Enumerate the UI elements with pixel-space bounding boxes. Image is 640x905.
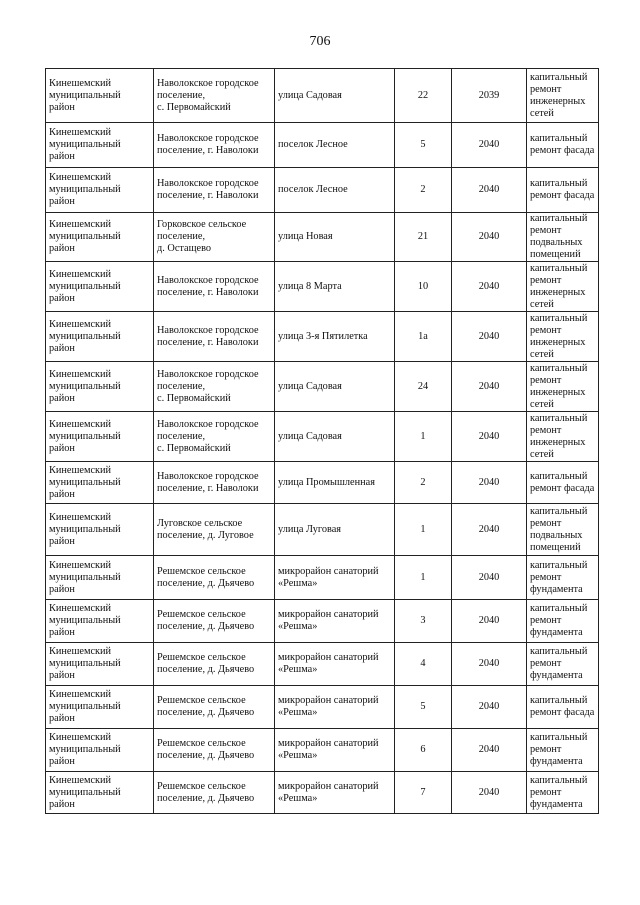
district-cell: Кинешемский муниципальный район bbox=[46, 262, 154, 312]
district-cell: Кинешемский муниципальный район bbox=[46, 772, 154, 814]
settlement-cell: Решемское сельское поселение, д. Дьячево bbox=[154, 556, 275, 600]
repair-type-cell: капитальный ремонт инженерных сетей bbox=[527, 412, 599, 462]
table-row bbox=[46, 600, 599, 643]
repair-type-cell: капитальный ремонт инженерных сетей bbox=[527, 262, 599, 312]
table-row bbox=[46, 213, 599, 262]
district-cell: Кинешемский муниципальный район bbox=[46, 600, 154, 643]
table-row bbox=[46, 729, 599, 772]
repair-type-cell: капитальный ремонт инженерных сетей bbox=[527, 69, 599, 123]
house-number-cell: 5 bbox=[395, 686, 452, 729]
district-cell: Кинешемский муниципальный район bbox=[46, 69, 154, 123]
house-number-cell: 1 bbox=[395, 412, 452, 462]
repair-year-cell: 2040 bbox=[452, 168, 527, 213]
repair-schedule-table bbox=[45, 68, 599, 814]
repair-year-cell: 2040 bbox=[452, 772, 527, 814]
table-row bbox=[46, 686, 599, 729]
settlement-cell: Наволокское городское поселение, г. Наволоки bbox=[154, 462, 275, 504]
repair-type-cell: капитальный ремонт фундамента bbox=[527, 556, 599, 600]
district-cell: Кинешемский муниципальный район bbox=[46, 362, 154, 412]
repair-type-cell: капитальный ремонт фундамента bbox=[527, 772, 599, 814]
repair-year-cell: 2040 bbox=[452, 462, 527, 504]
house-number-cell: 3 bbox=[395, 600, 452, 643]
repair-year-cell: 2040 bbox=[452, 600, 527, 643]
table-row bbox=[46, 462, 599, 504]
settlement-cell: Решемское сельское поселение, д. Дьячево bbox=[154, 643, 275, 686]
district-cell: Кинешемский муниципальный район bbox=[46, 729, 154, 772]
street-cell: улица Садовая bbox=[275, 362, 395, 412]
district-cell: Кинешемский муниципальный район bbox=[46, 312, 154, 362]
house-number-cell: 24 bbox=[395, 362, 452, 412]
district-cell: Кинешемский муниципальный район bbox=[46, 462, 154, 504]
street-cell: улица Садовая bbox=[275, 69, 395, 123]
street-cell: улица 8 Марта bbox=[275, 262, 395, 312]
repair-type-cell: капитальный ремонт фундамента bbox=[527, 600, 599, 643]
settlement-cell: Наволокское городское поселение, с. Первомайский bbox=[154, 362, 275, 412]
table-row bbox=[46, 362, 599, 412]
repair-year-cell: 2040 bbox=[452, 556, 527, 600]
settlement-cell: Решемское сельское поселение, д. Дьячево bbox=[154, 729, 275, 772]
street-cell: микрорайон санаторий «Решма» bbox=[275, 686, 395, 729]
settlement-cell: Наволокское городское поселение, с. Первомайский bbox=[154, 69, 275, 123]
repair-year-cell: 2040 bbox=[452, 729, 527, 772]
district-cell: Кинешемский муниципальный район bbox=[46, 686, 154, 729]
settlement-cell: Наволокское городское поселение, г. Наволоки bbox=[154, 262, 275, 312]
table-row bbox=[46, 412, 599, 462]
house-number-cell: 7 bbox=[395, 772, 452, 814]
district-cell: Кинешемский муниципальный район bbox=[46, 643, 154, 686]
district-cell: Кинешемский муниципальный район bbox=[46, 123, 154, 168]
house-number-cell: 5 bbox=[395, 123, 452, 168]
house-number-cell: 4 bbox=[395, 643, 452, 686]
repair-type-cell: капитальный ремонт фасада bbox=[527, 123, 599, 168]
settlement-cell: Луговское сельское поселение, д. Луговое bbox=[154, 504, 275, 556]
repair-type-cell: капитальный ремонт инженерных сетей bbox=[527, 312, 599, 362]
settlement-cell: Наволокское городское поселение, г. Наволоки bbox=[154, 168, 275, 213]
repair-type-cell: капитальный ремонт фундамента bbox=[527, 643, 599, 686]
house-number-cell: 1 bbox=[395, 556, 452, 600]
district-cell: Кинешемский муниципальный район bbox=[46, 556, 154, 600]
page-number: 706 bbox=[309, 34, 331, 49]
house-number-cell: 2 bbox=[395, 168, 452, 213]
repair-year-cell: 2040 bbox=[452, 686, 527, 729]
repair-year-cell: 2040 bbox=[452, 312, 527, 362]
repair-type-cell: капитальный ремонт фундамента bbox=[527, 729, 599, 772]
house-number-cell: 10 bbox=[395, 262, 452, 312]
street-cell: микрорайон санаторий «Решма» bbox=[275, 729, 395, 772]
table-row bbox=[46, 312, 599, 362]
street-cell: микрорайон санаторий «Решма» bbox=[275, 600, 395, 643]
table-row bbox=[46, 772, 599, 814]
street-cell: улица Промышленная bbox=[275, 462, 395, 504]
street-cell: поселок Лесное bbox=[275, 168, 395, 213]
settlement-cell: Решемское сельское поселение, д. Дьячево bbox=[154, 686, 275, 729]
repair-type-cell: капитальный ремонт подвальных помещений bbox=[527, 213, 599, 262]
street-cell: улица Садовая bbox=[275, 412, 395, 462]
table-row bbox=[46, 556, 599, 600]
repair-year-cell: 2040 bbox=[452, 504, 527, 556]
street-cell: микрорайон санаторий «Решма» bbox=[275, 556, 395, 600]
settlement-cell: Наволокское городское поселение, с. Первомайский bbox=[154, 412, 275, 462]
repair-year-cell: 2040 bbox=[452, 262, 527, 312]
repair-type-cell: капитальный ремонт инженерных сетей bbox=[527, 362, 599, 412]
repair-year-cell: 2039 bbox=[452, 69, 527, 123]
house-number-cell: 22 bbox=[395, 69, 452, 123]
district-cell: Кинешемский муниципальный район bbox=[46, 504, 154, 556]
settlement-cell: Наволокское городское поселение, г. Наволоки bbox=[154, 123, 275, 168]
repair-year-cell: 2040 bbox=[452, 412, 527, 462]
settlement-cell: Горковское сельское поселение, д. Остащево bbox=[154, 213, 275, 262]
repair-year-cell: 2040 bbox=[452, 643, 527, 686]
settlement-cell: Решемское сельское поселение, д. Дьячево bbox=[154, 772, 275, 814]
street-cell: улица Новая bbox=[275, 213, 395, 262]
street-cell: поселок Лесное bbox=[275, 123, 395, 168]
street-cell: микрорайон санаторий «Решма» bbox=[275, 643, 395, 686]
repair-year-cell: 2040 bbox=[452, 213, 527, 262]
settlement-cell: Решемское сельское поселение, д. Дьячево bbox=[154, 600, 275, 643]
house-number-cell: 21 bbox=[395, 213, 452, 262]
repair-type-cell: капитальный ремонт фасада bbox=[527, 168, 599, 213]
repair-type-cell: капитальный ремонт фасада bbox=[527, 462, 599, 504]
street-cell: улица 3-я Пятилетка bbox=[275, 312, 395, 362]
table-row bbox=[46, 168, 599, 213]
street-cell: улица Луговая bbox=[275, 504, 395, 556]
district-cell: Кинешемский муниципальный район bbox=[46, 213, 154, 262]
house-number-cell: 1 bbox=[395, 504, 452, 556]
house-number-cell: 1а bbox=[395, 312, 452, 362]
settlement-cell: Наволокское городское поселение, г. Наволоки bbox=[154, 312, 275, 362]
table-row bbox=[46, 504, 599, 556]
street-cell: микрорайон санаторий «Решма» bbox=[275, 772, 395, 814]
repair-type-cell: капитальный ремонт фасада bbox=[527, 686, 599, 729]
repair-year-cell: 2040 bbox=[452, 362, 527, 412]
table-row bbox=[46, 262, 599, 312]
district-cell: Кинешемский муниципальный район bbox=[46, 168, 154, 213]
repair-year-cell: 2040 bbox=[452, 123, 527, 168]
table-row bbox=[46, 123, 599, 168]
district-cell: Кинешемский муниципальный район bbox=[46, 412, 154, 462]
table-row bbox=[46, 643, 599, 686]
table-row bbox=[46, 69, 599, 123]
house-number-cell: 2 bbox=[395, 462, 452, 504]
repair-type-cell: капитальный ремонт подвальных помещений bbox=[527, 504, 599, 556]
house-number-cell: 6 bbox=[395, 729, 452, 772]
